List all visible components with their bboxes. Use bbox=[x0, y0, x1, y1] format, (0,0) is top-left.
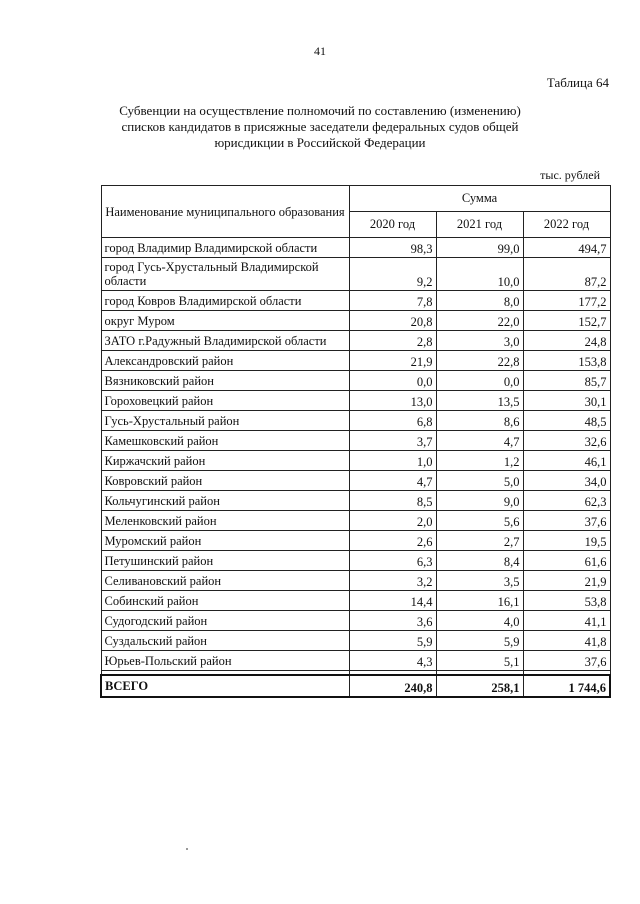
row-value-2021: 8,4 bbox=[436, 551, 523, 571]
table-row bbox=[101, 311, 610, 331]
row-value-2021: 13,5 bbox=[436, 391, 523, 411]
scan-speck bbox=[186, 848, 188, 850]
row-value-2022: 62,3 bbox=[523, 491, 610, 511]
table-row bbox=[101, 411, 610, 431]
row-name-cell: Суздальский район bbox=[101, 631, 349, 651]
subsidies-table bbox=[100, 185, 611, 698]
row-value-2021: 16,1 bbox=[436, 591, 523, 611]
row-name-cell: округ Муром bbox=[101, 311, 349, 331]
row-value-2022: 37,6 bbox=[523, 511, 610, 531]
table-row bbox=[101, 551, 610, 571]
table-row bbox=[101, 391, 610, 411]
row-value-2020: 4,7 bbox=[349, 471, 436, 491]
row-value-2022: 85,7 bbox=[523, 371, 610, 391]
table-row bbox=[101, 331, 610, 351]
total-2021: 258,1 bbox=[436, 675, 523, 697]
table-row bbox=[101, 571, 610, 591]
table-row bbox=[101, 651, 610, 671]
row-value-2022: 153,8 bbox=[523, 351, 610, 371]
total-2022: 1 744,6 bbox=[523, 675, 610, 697]
row-value-2020: 20,8 bbox=[349, 311, 436, 331]
row-value-2020: 3,6 bbox=[349, 611, 436, 631]
row-value-2022: 53,8 bbox=[523, 591, 610, 611]
row-name-cell: Александровский район bbox=[101, 351, 349, 371]
row-name-cell: Гороховецкий район bbox=[101, 391, 349, 411]
row-value-2022: 87,2 bbox=[523, 258, 610, 291]
row-value-2020: 3,2 bbox=[349, 571, 436, 591]
row-name-cell: Юрьев-Польский район bbox=[101, 651, 349, 671]
row-value-2022: 30,1 bbox=[523, 391, 610, 411]
total-label: ВСЕГО bbox=[101, 675, 349, 697]
row-value-2021: 99,0 bbox=[436, 238, 523, 258]
row-value-2021: 5,0 bbox=[436, 471, 523, 491]
row-value-2021: 22,8 bbox=[436, 351, 523, 371]
table-row bbox=[101, 471, 610, 491]
row-value-2020: 1,0 bbox=[349, 451, 436, 471]
row-name-cell: город Гусь-Хрустальный Владимирской области bbox=[101, 258, 349, 291]
table-row bbox=[101, 531, 610, 551]
title-line-3: юрисдикции в Российской Федерации bbox=[214, 135, 426, 150]
row-value-2020: 4,3 bbox=[349, 651, 436, 671]
table-row bbox=[101, 238, 610, 258]
row-value-2022: 48,5 bbox=[523, 411, 610, 431]
row-name-cell: Судогодский район bbox=[101, 611, 349, 631]
header-year-2021: 2021 год bbox=[436, 212, 523, 238]
table-row bbox=[101, 291, 610, 311]
table-row bbox=[101, 371, 610, 391]
header-sum: Сумма bbox=[349, 186, 610, 212]
row-name-cell: Камешковский район bbox=[101, 431, 349, 451]
row-value-2020: 6,8 bbox=[349, 411, 436, 431]
row-value-2021: 5,6 bbox=[436, 511, 523, 531]
row-value-2020: 2,8 bbox=[349, 331, 436, 351]
row-value-2020: 21,9 bbox=[349, 351, 436, 371]
row-name-cell: Меленковский район bbox=[101, 511, 349, 531]
table-row bbox=[101, 491, 610, 511]
row-name-cell: Вязниковский район bbox=[101, 371, 349, 391]
row-value-2022: 34,0 bbox=[523, 471, 610, 491]
table-row bbox=[101, 591, 610, 611]
row-value-2020: 9,2 bbox=[349, 258, 436, 291]
row-value-2020: 2,0 bbox=[349, 511, 436, 531]
table-row bbox=[101, 611, 610, 631]
row-name-cell: ЗАТО г.Радужный Владимирской области bbox=[101, 331, 349, 351]
row-value-2022: 152,7 bbox=[523, 311, 610, 331]
title-line-2: списков кандидатов в присяжные заседатели федеральных судов общей bbox=[121, 119, 519, 134]
table-row bbox=[101, 511, 610, 531]
document-title bbox=[100, 103, 540, 151]
row-value-2022: 24,8 bbox=[523, 331, 610, 351]
row-name-cell: Ковровский район bbox=[101, 471, 349, 491]
row-value-2022: 61,6 bbox=[523, 551, 610, 571]
row-name-cell: Кольчугинский район bbox=[101, 491, 349, 511]
row-name-cell: город Ковров Владимирской области bbox=[101, 291, 349, 311]
row-value-2021: 8,0 bbox=[436, 291, 523, 311]
row-name-cell: Муромский район bbox=[101, 531, 349, 551]
table-row bbox=[101, 631, 610, 651]
row-value-2022: 46,1 bbox=[523, 451, 610, 471]
total-row bbox=[101, 675, 610, 697]
row-value-2021: 5,9 bbox=[436, 631, 523, 651]
title-line-1: Субвенции на осуществление полномочий по составлению (изменению) bbox=[119, 103, 521, 118]
row-value-2020: 13,0 bbox=[349, 391, 436, 411]
row-value-2020: 5,9 bbox=[349, 631, 436, 651]
row-value-2020: 0,0 bbox=[349, 371, 436, 391]
row-value-2020: 7,8 bbox=[349, 291, 436, 311]
row-name-cell: Гусь-Хрустальный район bbox=[101, 411, 349, 431]
row-value-2021: 4,7 bbox=[436, 431, 523, 451]
row-value-2020: 2,6 bbox=[349, 531, 436, 551]
row-value-2022: 494,7 bbox=[523, 238, 610, 258]
row-value-2021: 10,0 bbox=[436, 258, 523, 291]
row-name-cell: Собинский район bbox=[101, 591, 349, 611]
row-value-2021: 3,0 bbox=[436, 331, 523, 351]
row-value-2021: 8,6 bbox=[436, 411, 523, 431]
row-name-cell: город Владимир Владимирской области bbox=[101, 238, 349, 258]
row-value-2021: 22,0 bbox=[436, 311, 523, 331]
row-name-cell: Петушинский район bbox=[101, 551, 349, 571]
header-year-2020: 2020 год bbox=[349, 212, 436, 238]
row-value-2020: 8,5 bbox=[349, 491, 436, 511]
row-value-2022: 32,6 bbox=[523, 431, 610, 451]
table-row bbox=[101, 258, 610, 291]
row-value-2021: 3,5 bbox=[436, 571, 523, 591]
table-label: Таблица 64 bbox=[546, 75, 609, 90]
row-name-cell: Киржачский район bbox=[101, 451, 349, 471]
header-municipality: Наименование муниципального образования bbox=[101, 186, 349, 238]
header-year-2022: 2022 год bbox=[523, 212, 610, 238]
table-row bbox=[101, 351, 610, 371]
row-value-2022: 41,1 bbox=[523, 611, 610, 631]
row-value-2021: 0,0 bbox=[436, 371, 523, 391]
row-value-2020: 3,7 bbox=[349, 431, 436, 451]
row-value-2022: 21,9 bbox=[523, 571, 610, 591]
table-body bbox=[101, 238, 610, 698]
row-name-cell: Селивановский район bbox=[101, 571, 349, 591]
total-2020: 240,8 bbox=[349, 675, 436, 697]
table-row bbox=[101, 431, 610, 451]
table-row bbox=[101, 451, 610, 471]
row-value-2020: 6,3 bbox=[349, 551, 436, 571]
row-value-2021: 1,2 bbox=[436, 451, 523, 471]
row-value-2022: 19,5 bbox=[523, 531, 610, 551]
row-value-2021: 5,1 bbox=[436, 651, 523, 671]
row-value-2020: 14,4 bbox=[349, 591, 436, 611]
unit-label: тыс. рублей bbox=[540, 168, 600, 182]
row-value-2021: 9,0 bbox=[436, 491, 523, 511]
page-number: 41 bbox=[314, 44, 326, 58]
row-value-2022: 41,8 bbox=[523, 631, 610, 651]
row-value-2020: 98,3 bbox=[349, 238, 436, 258]
row-value-2022: 37,6 bbox=[523, 651, 610, 671]
row-value-2022: 177,2 bbox=[523, 291, 610, 311]
row-value-2021: 4,0 bbox=[436, 611, 523, 631]
row-value-2021: 2,7 bbox=[436, 531, 523, 551]
